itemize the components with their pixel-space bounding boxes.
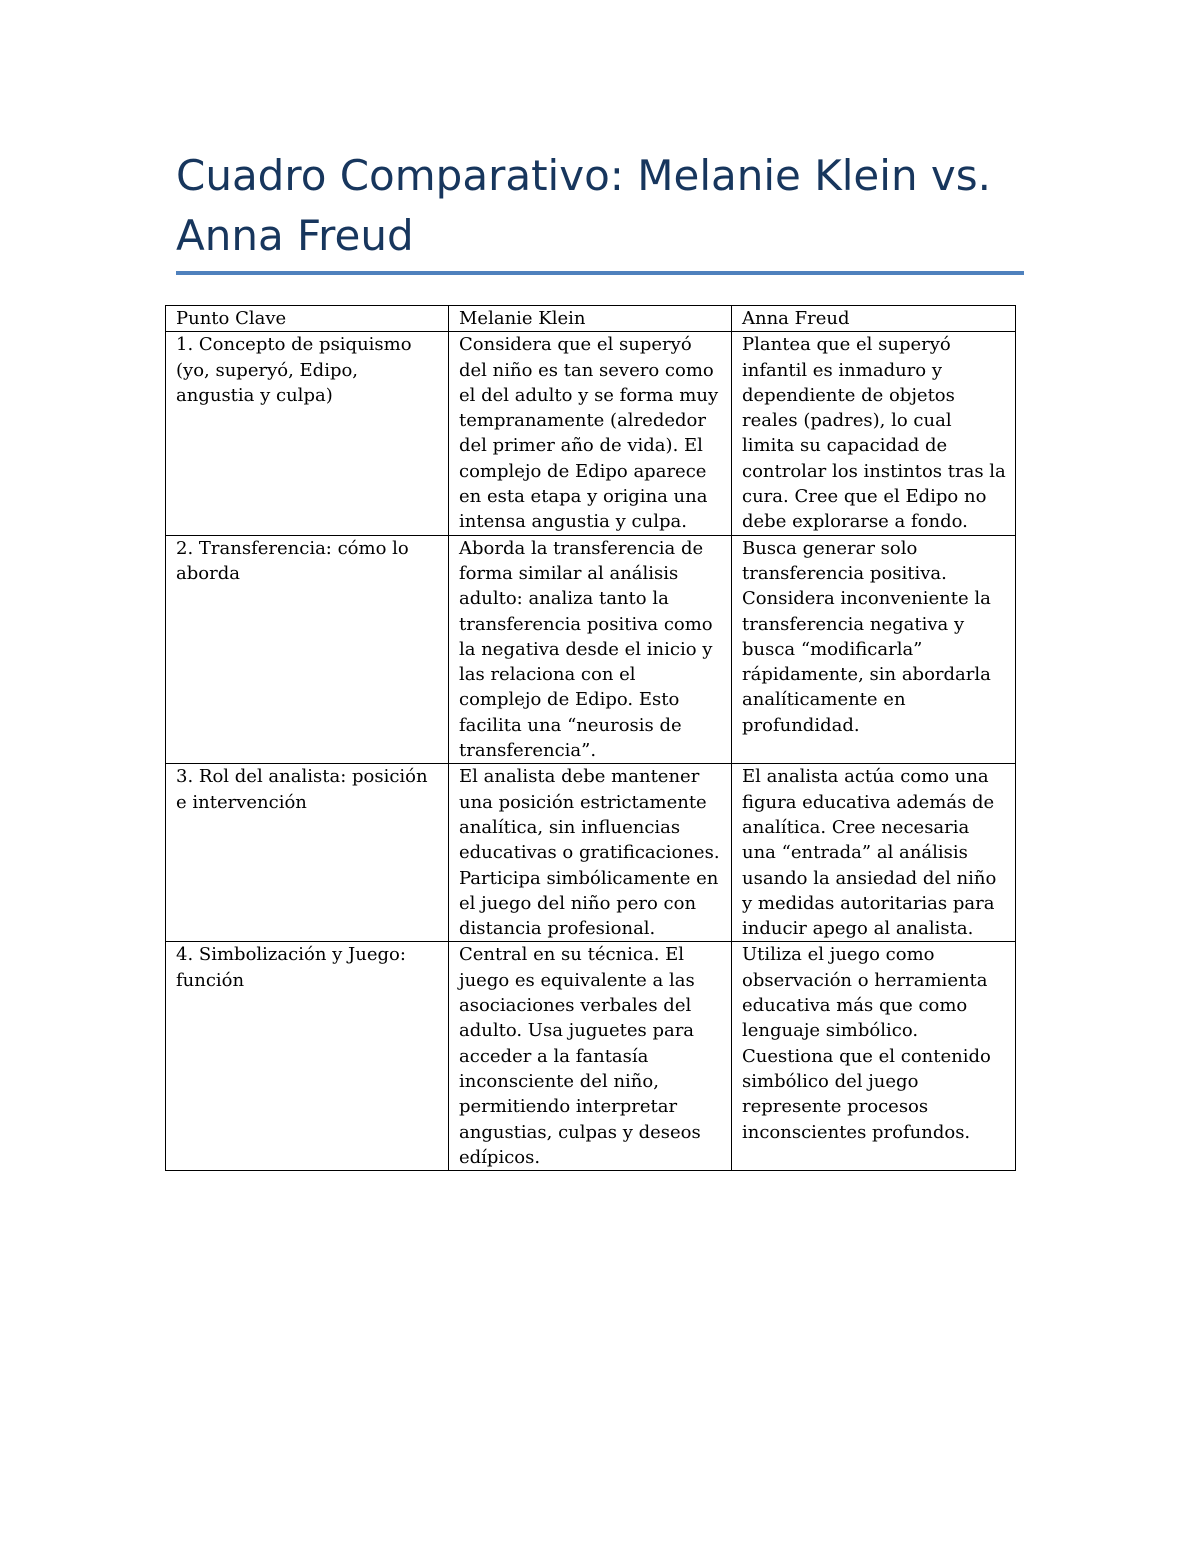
column-header-anna-freud: Anna Freud	[732, 306, 1016, 332]
table-row	[166, 535, 1016, 764]
klein-cell: Considera que el superyó del niño es tan severo como el del adulto y se forma muy tempranamente (alrededor del primer año de vida). El complejo de Edipo aparece en esta etapa y origina una intensa angustia y culpa.	[449, 332, 732, 535]
document-title: Cuadro Comparativo: Melanie Klein vs. Anna Freud	[176, 151, 992, 260]
column-header-melanie-klein: Melanie Klein	[449, 306, 732, 332]
freud-cell: El analista actúa como una figura educativa además de analítica. Cree necesaria una “entrada” al análisis usando la ansiedad del niño y medidas autoritarias para inducir apego al analista.	[732, 764, 1016, 942]
freud-cell: Plantea que el superyó infantil es inmaduro y dependiente de objetos reales (padres), lo cual limita su capacidad de controlar los instintos tras la cura. Cree que el Edipo no debe explorarse a fondo.	[732, 332, 1016, 535]
freud-cell: Busca generar solo transferencia positiva. Considera inconveniente la transferencia negativa y busca “modificarla” rápidamente, sin abordarla analíticamente en profundidad.	[732, 535, 1016, 764]
table-row	[166, 764, 1016, 942]
klein-cell: Aborda la transferencia de forma similar al análisis adulto: analiza tanto la transferencia positiva como la negativa desde el inicio y las relaciona con el complejo de Edipo. Esto facilita una “neurosis de transferencia”.	[449, 535, 732, 764]
table-row	[166, 942, 1016, 1171]
title-underline	[176, 271, 1024, 275]
klein-cell: El analista debe mantener una posición estrictamente analítica, sin influencias educativas o gratificaciones. Participa simbólicamente en el juego del niño pero con distancia profesional.	[449, 764, 732, 942]
klein-cell: Central en su técnica. El juego es equivalente a las asociaciones verbales del adulto. Usa juguetes para acceder a la fantasía inconsciente del niño, permitiendo interpretar angustias, culpas y deseos edípicos.	[449, 942, 732, 1171]
row-key-cell: 1. Concepto de psiquismo (yo, superyó, Edipo, angustia y culpa)	[166, 332, 449, 535]
table-header-row	[166, 306, 1016, 332]
row-key-cell: 4. Simbolización y Juego: función	[166, 942, 449, 1171]
comparison-table	[165, 305, 1016, 1171]
row-key-cell: 2. Transferencia: cómo lo aborda	[166, 535, 449, 764]
column-header-punto-clave: Punto Clave	[166, 306, 449, 332]
freud-cell: Utiliza el juego como observación o herramienta educativa más que como lenguaje simbólico. Cuestiona que el contenido simbólico del juego represente procesos inconscientes profundos.	[732, 942, 1016, 1171]
row-key-cell: 3. Rol del analista: posición e intervención	[166, 764, 449, 942]
table-row	[166, 332, 1016, 535]
